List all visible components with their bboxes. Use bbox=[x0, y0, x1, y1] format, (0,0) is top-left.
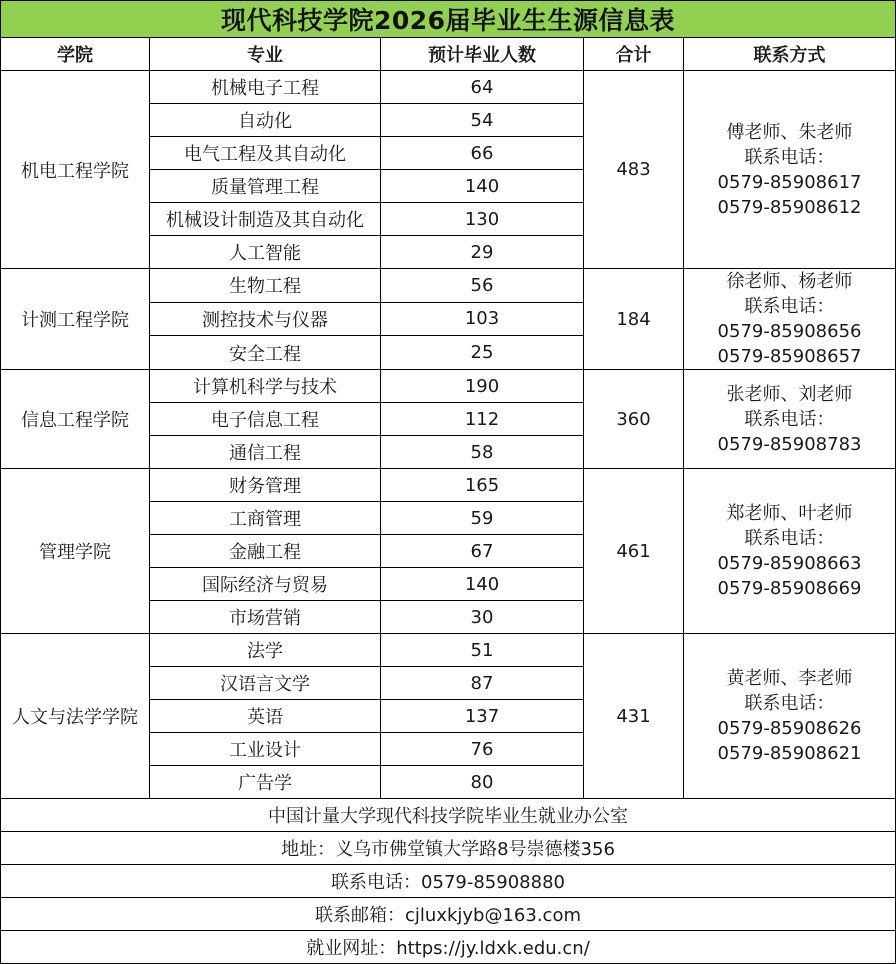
college-total: 360 bbox=[584, 370, 684, 469]
contact-line: 0579-85908656 bbox=[717, 321, 862, 342]
major-name: 人工智能 bbox=[150, 236, 381, 269]
major-name: 国际经济与贸易 bbox=[150, 568, 381, 601]
contact-line: 0579-85908626 bbox=[717, 718, 862, 739]
contact-line: 0579-85908669 bbox=[717, 578, 862, 599]
major-name: 汉语言文学 bbox=[150, 667, 381, 700]
graduate-count: 112 bbox=[381, 403, 584, 436]
graduate-count: 67 bbox=[381, 535, 584, 568]
college-name: 信息工程学院 bbox=[1, 370, 150, 469]
graduate-count: 137 bbox=[381, 700, 584, 733]
graduate-count: 87 bbox=[381, 667, 584, 700]
contact-line: 傅老师、朱老师 bbox=[726, 121, 853, 143]
contact-line: 0579-85908617 bbox=[717, 171, 862, 193]
graduate-count: 190 bbox=[381, 370, 584, 403]
college-contact bbox=[684, 71, 896, 269]
table-title: 现代科技学院2026届毕业生生源信息表 bbox=[1, 1, 896, 38]
header-major: 专业 bbox=[150, 38, 381, 71]
major-name: 生物工程 bbox=[150, 269, 381, 303]
footer-row bbox=[1, 931, 896, 964]
footer-text: 联系电话：0579-85908880 bbox=[1, 865, 896, 898]
major-name: 计算机科学与技术 bbox=[150, 370, 381, 403]
footer-text: 就业网址：https://jy.ldxk.edu.cn/ bbox=[1, 931, 896, 964]
table-footer bbox=[1, 799, 896, 964]
contact-line: 0579-85908657 bbox=[717, 346, 862, 367]
major-name: 英语 bbox=[150, 700, 381, 733]
college-name: 机电工程学院 bbox=[1, 71, 150, 269]
contact-line: 联系电话： bbox=[744, 408, 835, 430]
graduate-count: 59 bbox=[381, 502, 584, 535]
graduate-count: 25 bbox=[381, 336, 584, 370]
header-college: 学院 bbox=[1, 38, 150, 71]
footer-row bbox=[1, 898, 896, 931]
contact-line: 0579-85908663 bbox=[717, 553, 862, 574]
graduate-count: 140 bbox=[381, 170, 584, 203]
footer-row bbox=[1, 799, 896, 832]
major-name: 电子信息工程 bbox=[150, 403, 381, 436]
contact-line: 徐老师、杨老师 bbox=[726, 271, 853, 292]
major-name: 机械电子工程 bbox=[150, 71, 381, 104]
college-contact bbox=[684, 269, 896, 370]
graduate-count: 76 bbox=[381, 733, 584, 766]
graduate-count: 103 bbox=[381, 302, 584, 336]
table-row bbox=[1, 269, 896, 303]
college-total: 461 bbox=[584, 469, 684, 634]
footer-text: 联系邮箱：cjluxkjyb@163.com bbox=[1, 898, 896, 931]
college-name: 管理学院 bbox=[1, 469, 150, 634]
contact-line: 0579-85908783 bbox=[717, 433, 862, 455]
major-name: 电气工程及其自动化 bbox=[150, 137, 381, 170]
college-total: 431 bbox=[584, 634, 684, 799]
major-name: 质量管理工程 bbox=[150, 170, 381, 203]
college-contact bbox=[684, 370, 896, 469]
contact-line: 张老师、刘老师 bbox=[726, 383, 853, 405]
college-contact bbox=[684, 469, 896, 634]
graduate-count: 130 bbox=[381, 203, 584, 236]
graduate-count: 140 bbox=[381, 568, 584, 601]
major-name: 广告学 bbox=[150, 766, 381, 799]
graduate-count: 29 bbox=[381, 236, 584, 269]
contact-line: 黄老师、李老师 bbox=[726, 668, 853, 689]
major-name: 机械设计制造及其自动化 bbox=[150, 203, 381, 236]
table-row bbox=[1, 370, 896, 403]
major-name: 金融工程 bbox=[150, 535, 381, 568]
college-name: 人文与法学学院 bbox=[1, 634, 150, 799]
college-total: 483 bbox=[584, 71, 684, 269]
contact-line: 郑老师、叶老师 bbox=[726, 503, 853, 524]
header-total: 合计 bbox=[584, 38, 684, 71]
contact-line: 0579-85908612 bbox=[717, 196, 862, 218]
contact-line: 联系电话： bbox=[744, 528, 835, 549]
college-name: 计测工程学院 bbox=[1, 269, 150, 370]
graduate-count: 66 bbox=[381, 137, 584, 170]
footer-row bbox=[1, 832, 896, 865]
footer-text: 地址：义乌市佛堂镇大学路8号崇德楼356 bbox=[1, 832, 896, 865]
major-name: 通信工程 bbox=[150, 436, 381, 469]
contact-line: 联系电话： bbox=[744, 296, 835, 317]
table-row bbox=[1, 634, 896, 667]
footer-text: 中国计量大学现代科技学院毕业生就业办公室 bbox=[1, 799, 896, 832]
contact-line: 联系电话： bbox=[744, 146, 835, 168]
graduate-count: 58 bbox=[381, 436, 584, 469]
major-name: 法学 bbox=[150, 634, 381, 667]
graduate-count: 54 bbox=[381, 104, 584, 137]
major-name: 工业设计 bbox=[150, 733, 381, 766]
major-name: 市场营销 bbox=[150, 601, 381, 634]
contact-line: 0579-85908621 bbox=[717, 743, 862, 764]
graduate-count: 51 bbox=[381, 634, 584, 667]
table-row bbox=[1, 71, 896, 104]
major-name: 工商管理 bbox=[150, 502, 381, 535]
table-row bbox=[1, 469, 896, 502]
graduate-count: 56 bbox=[381, 269, 584, 303]
graduate-count: 30 bbox=[381, 601, 584, 634]
college-contact bbox=[684, 634, 896, 799]
college-total: 184 bbox=[584, 269, 684, 370]
major-name: 财务管理 bbox=[150, 469, 381, 502]
major-name: 自动化 bbox=[150, 104, 381, 137]
header-contact: 联系方式 bbox=[684, 38, 896, 71]
table-body bbox=[1, 71, 896, 799]
major-name: 安全工程 bbox=[150, 336, 381, 370]
graduate-count: 64 bbox=[381, 71, 584, 104]
graduate-count: 165 bbox=[381, 469, 584, 502]
contact-line: 联系电话： bbox=[744, 693, 835, 714]
graduate-count: 80 bbox=[381, 766, 584, 799]
major-name: 测控技术与仪器 bbox=[150, 302, 381, 336]
header-count: 预计毕业人数 bbox=[381, 38, 584, 71]
footer-row bbox=[1, 865, 896, 898]
